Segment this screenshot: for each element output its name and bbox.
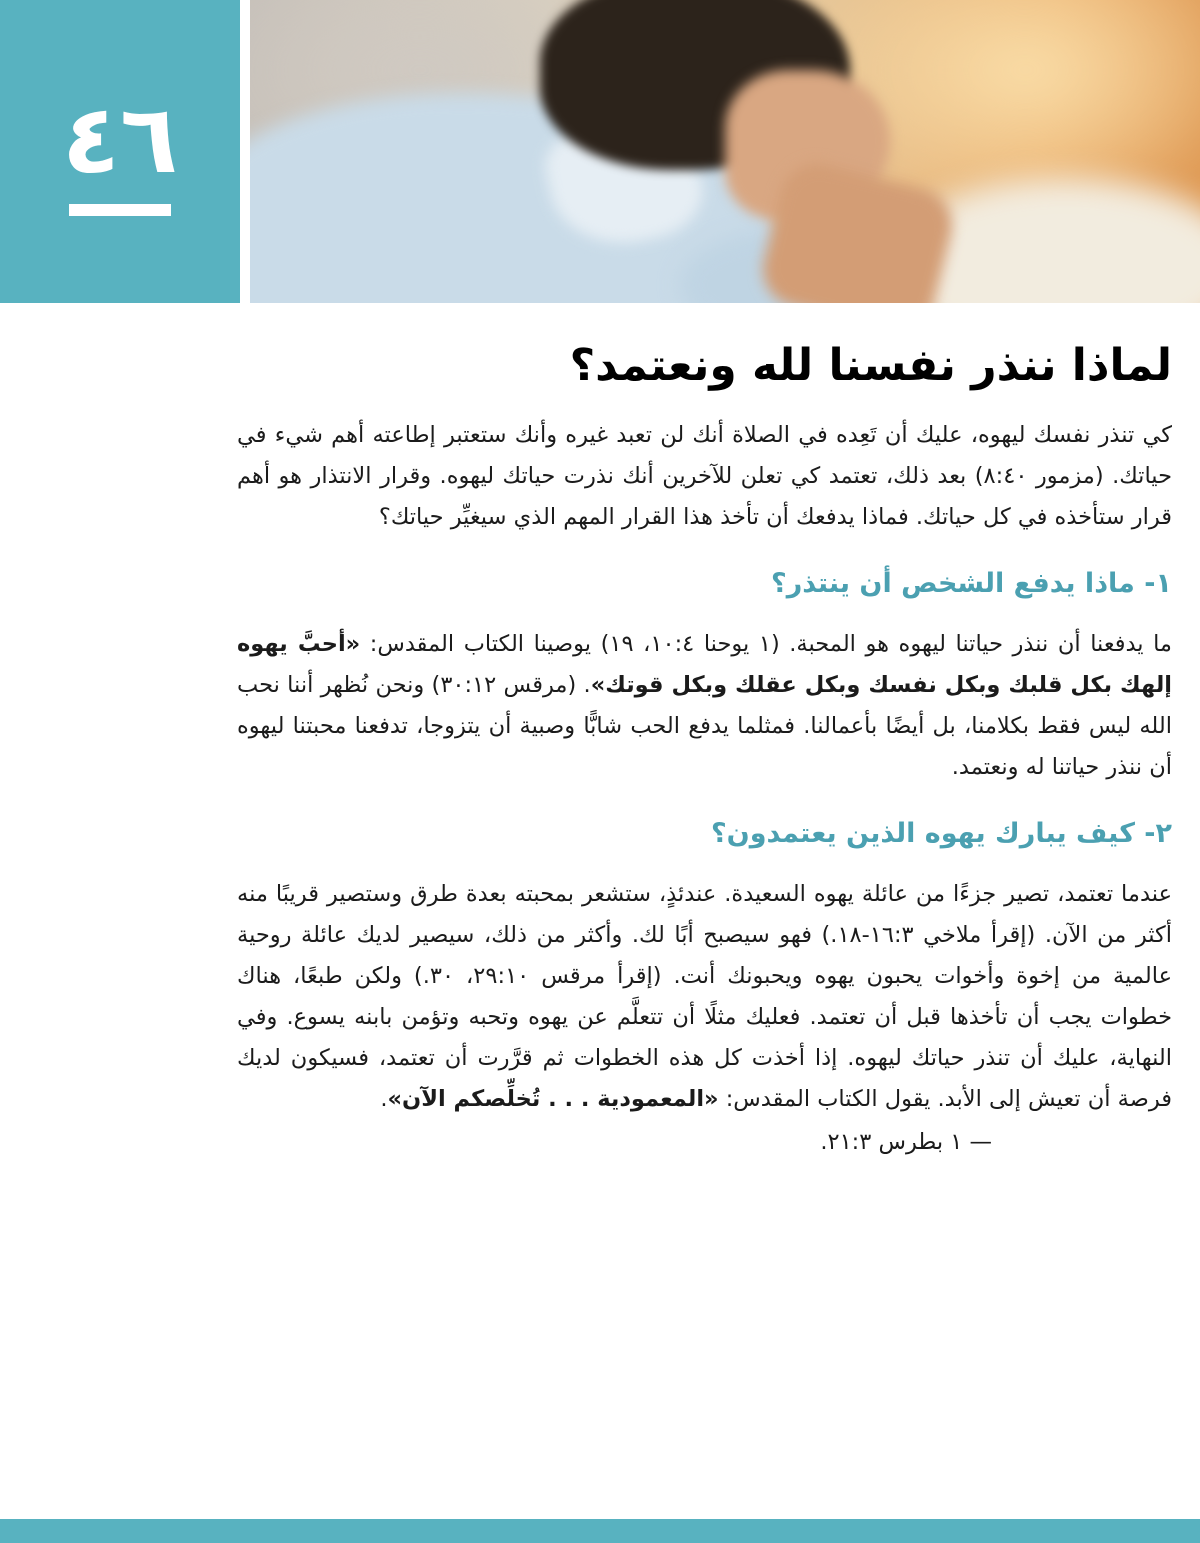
page-number-block [0, 0, 240, 303]
lesson-title: لماذا ننذر نفسنا لله ونعتمد؟ [569, 340, 1172, 391]
page-number-underline [69, 204, 171, 216]
body-text: كي تنذر نفسك ليهوه، عليك أن تَعِده في الصلاة أنك لن تعبد غيره وأنك ستعتبر إطاعته أهم شيء في حياتك. (مزمور ٤٠:‏٨) بعد ذلك، تعتمد كي تعلن للآخرين أنك نذرت حياتك ليهوه. وقرار الانتذار هو أهم قرار ستأخذه في كل حياتك. فماذا يدفعك أن تأخذ هذا القرار المهم الذي سيغيِّر حياتك؟ [237, 422, 1172, 530]
scripture-citation: — ١ بطرس ٣:‏٢١. [820, 1129, 992, 1155]
section-1-paragraph [237, 624, 1172, 788]
intro-paragraph [237, 415, 1172, 538]
praying-man-photo [250, 0, 1200, 303]
section-2-paragraph [237, 874, 1172, 1120]
section-1-heading: ١- ماذا يدفع الشخص أن ينتذر؟ [771, 568, 1172, 599]
bold-scripture-quote: «أحبَّ يهوه إلهك بكل قلبك وبكل نفسك وبكل عقلك وبكل قوتك» [237, 631, 1172, 698]
body-text: . [380, 1086, 388, 1112]
body-text: ما يدفعنا أن ننذر حياتنا ليهوه هو المحبة. (١ يوحنا ٤:‏١٠، ١٩) يوصينا الكتاب المقدس: [360, 631, 1172, 657]
page-number: ٤٦ [62, 85, 178, 195]
bottom-accent-bar [0, 1519, 1200, 1543]
bold-scripture-quote: «المعمودية . . . تُخلِّصكم الآن» [387, 1086, 719, 1112]
body-text: عندما تعتمد، تصير جزءًا من عائلة يهوه السعيدة. عندئذٍ، ستشعر بمحبته بعدة طرق وستصير قريبًا منه أكثر من الآن. (إقرأ ملاخي ٣:‏١٦-‏١٨.) فهو سيصبح أبًا لك. وأكثر من ذلك، سيصير لديك عائلة روحية عالمية من إخوة وأخوات يحبون يهوه ويحبونك أنت. (إقرأ مرقس ١٠:‏٢٩، ٣٠.) ولكن طبعًا، هناك خطوات يجب أن تأخذها قبل أن تعتمد. فعليك مثلًا أن تتعلَّم عن يهوه وتحبه وتؤمن بابنه يسوع. وفي النهاية، عليك أن تنذر حياتك ليهوه. إذا أخذت كل هذه الخطوات ثم قرَّرت أن تعتمد، فسيكون لديك فرصة أن تعيش إلى الأبد. يقول الكتاب المقدس: [237, 881, 1173, 1112]
section-2-heading: ٢- كيف يبارك يهوه الذين يعتمدون؟ [711, 818, 1172, 849]
page-header [0, 0, 1200, 303]
body-text: . (مرقس ١٢:‏٣٠) ونحن نُظهر أننا نحب الله ليس فقط بكلامنا، بل أيضًا بأعمالنا. فمثلما يدفع الحب شابًّا وصبية أن يتزوجا، تدفعنا محبتنا ليهوه أن ننذر حياتنا له ونعتمد. [237, 672, 1172, 780]
lesson-content [237, 303, 1172, 1163]
